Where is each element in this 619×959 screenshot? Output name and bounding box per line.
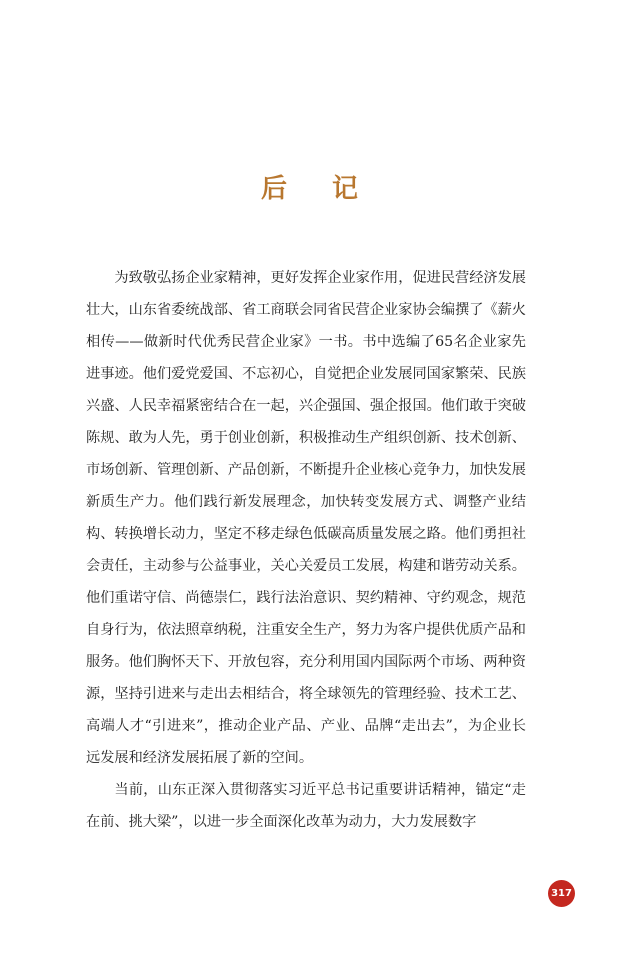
body-text [86, 262, 526, 838]
paragraph-2: 当前，山东正深入贯彻落实习近平总书记重要讲话精神，锚定“走在前、挑大梁”，以进一步全面深化改革为动力，大力发展数字 [86, 782, 526, 830]
paragraph-1: 为致敬弘扬企业家精神，更好发挥企业家作用，促进民营经济发展壮大，山东省委统战部、省工商联会同省民营企业家协会编撰了《薪火相传——做新时代优秀民营企业家》一书。书中选编了65名企业家先进事迹。他们爱党爱国、不忘初心，自觉把企业发展同国家繁荣、民族兴盛、人民幸福紧密结合在一起，兴企强国、强企报国。他们敢于突破陈规、敢为人先，勇于创业创新，积极推动生产组织创新、技术创新、市场创新、管理创新、产品创新，不断提升企业核心竞争力，加快发展新质生产力。他们践行新发展理念，加快转变发展方式、调整产业结构、转换增长动力，坚定不移走绿色低碳高质量发展之路。他们勇担社会责任，主动参与公益事业，关心关爱员工发展，构建和谐劳动关系。他们重诺守信、尚德崇仁，践行法治意识、契约精神、守约观念，规范自身行为，依法照章纳税，注重安全生产，努力为客户提供优质产品和服务。他们胸怀天下、开放包容，充分利用国内国际两个市场、两种资源，坚持引进来与走出去相结合，将全球领先的管理经验、技术工艺、高端人才“引进来”，推动企业产品、产业、品牌“走出去”，为企业长远发展和经济发展拓展了新的空间。 [86, 270, 526, 766]
page-number-badge: 317 [548, 880, 575, 907]
page-title: 后 记 [260, 174, 377, 204]
